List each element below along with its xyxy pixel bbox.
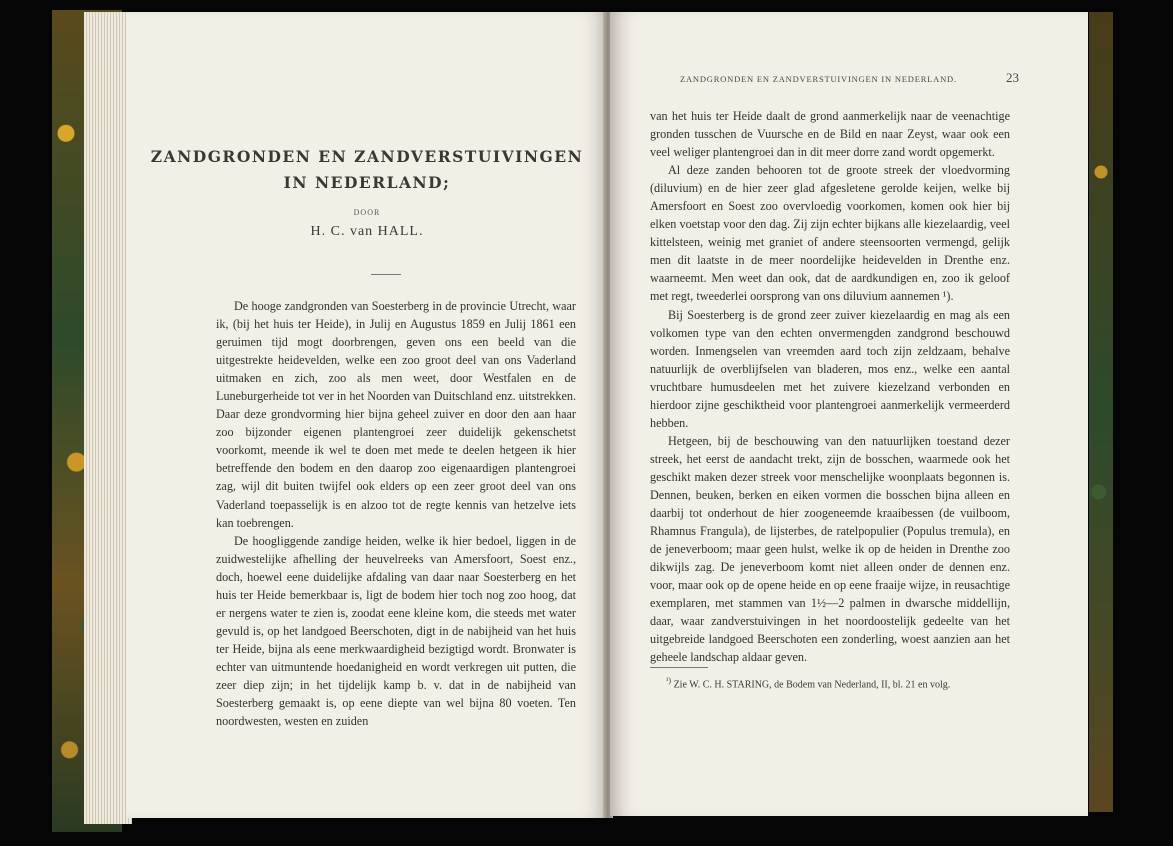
left-body-text — [216, 297, 576, 730]
footnote-marker: ¹) — [666, 676, 672, 685]
divider — [371, 274, 401, 275]
page-edges — [84, 12, 132, 824]
paragraph: Al deze zanden behooren tot de groote streek der vloedvorming (diluvium) en de hier zeer glad afgesletene gerolde keijen, welke bij Amersfoort en Soest zoo overvloedig voorkomen, komen ook hier bij elken voetstap voor den dag. Zij zijn echter bijkans alle kiezelaardig, veel kittelsteen, weinig met graniet of andere steensoorten vermengd, gelijk men dit laatste in de meer noordelijke heidevelden in Drenthe enz. waarneemt. Men weet dan ook, dat de aardkundigen en, zoo ik geloof met regt, tweederlei oorsprong van ons diluvium aannemen ¹). — [650, 163, 1010, 304]
running-head: ZANDGRONDEN EN ZANDVERSTUIVINGEN IN NEDERLAND. — [680, 74, 957, 84]
footnote-divider — [650, 667, 708, 668]
page-number: 23 — [1006, 70, 1019, 85]
title-line-1: ZANDGRONDEN EN ZANDVERSTUIVINGEN — [150, 147, 584, 166]
right-body-text — [650, 107, 1010, 666]
paragraph: De hooge zandgronden van Soesterberg in de provincie Utrecht, waar ik, (bij het huis ter Heide), in Julij en Augustus 1859 en Julij 1861 een geruimen tijd mogt doorbrengen, geven ons een beeld van die uitgestrekte heidevelden, welke een zoo groot deel van ons Vaderland uitmaken en zich, zoo als men weet, door Westfalen en de Luneburgerheide tot ver in het Noorden van Duitschland enz. uitstrekken. Daar deze grondvorming hier bijna geheel zuiver en door den aan haar zoo bijzonder eigenen plantengroei zeer duidelijk gekenschetst voorkomt, meende ik wel te doen met mede te deelen hetgeen ik hier betreffende den bodem en den daarop zoo eigenaardigen plantengroei zag, wijl dit buiten twijfel ook elders op een zeer groot deel van ons Vaderland toepasselijk is en alzoo tot de regte kennis van hetzelve iets kan toebrengen. — [216, 299, 576, 530]
paragraph: Hetgeen, bij de beschouwing van den natuurlijken toestand dezer streek, het eerst de aandacht trekt, zijn de bosschen, waarmede ook het geschikt maken dezer streek voor menschelijke woonplaats begonnen is. Dennen, beuken, berken en eiken vormen die bosschen bijna alleen en daarbij tot onderhout de hier zoogeneemde kraaibessen (de vuilboom, Rhamnus Frangula), de lijsterbes, de ratelpopulier (Populus tremula), en de jeneverboom; maar geen hulst, welke ik op de heiden in Drenthe zoo dikwijls zag. De jeneverboom komt niet alleen onder de dennen enz. voor, maar ook op de opene heide en op eene fraaije wijze, in reusachtige exemplaren, met stammen van 1½—2 palmen in dwarsche middellijn, daar, waar zandverstuivingen in het noordoostelijk gedeelte van het uitgebreide landgoed Beerschoten een zonderling, woest aanzien aan het geheele landschap aldaar geven. — [650, 433, 1010, 665]
paragraph: De hoogliggende zandige heiden, welke ik hier bedoel, liggen in de zuidwestelijke afhelling der heuvelreeks van Amersfoort, Soest enz., doch, hoewel eene duidelijke afdaling van daar naar Soesterberg en het huis ter Heide bemerkbaar is, ligt de bodem hier toch nog zoo hoog, dat er nergens water te zien is, zoodat eene kleine kom, die steeds met water gevuld is, op het landgoed Beerschoten, digt in de nabijheid van het huis ter Heide, bijna als eene merkwaardigheid bezigtigd wordt. Bronwater is echter van uitmuntende hoedanigheid en wordt verkregen uit putten, die zeer diep zijn; in het tijdelijk kamp b. v. dat in de nabijheid van Soesterberg gemaakt is, op eene diepte van wel bijna 80 voeten. Ten noordwesten, westen en zuiden — [216, 533, 576, 729]
author: H. C. van HALL. — [310, 224, 424, 239]
right-page — [610, 12, 1088, 816]
book-cover-right — [1089, 12, 1113, 812]
footnote — [666, 676, 950, 690]
left-page — [126, 12, 608, 818]
paragraph: van het huis ter Heide daalt de grond aanmerkelijk naar de veenachtige gronden tusschen de Vuursche en de Bild en naar Zeyst, waar ook een veel weliger plantengroei dan in dit meer dorre zand wordt opgemerkt. — [650, 109, 1010, 160]
title-line-2: IN NEDERLAND; — [283, 173, 451, 192]
footnote-text: Zie W. C. H. STARING, de Bodem van Nederland, II, bl. 21 en volg. — [673, 679, 951, 691]
paragraph: Bij Soesterberg is de grond zeer zuiver kiezelaardig en mag als een volkomen type van den echten onvermengden zandgrond beschouwd worden. Inmengselen van vreemden aard toch zijn zeldzaam, behalve natuurlijk de overblijfselen van bladeren, mos enz., welke een aantal vruchtbare humusdeelen met het zuivere kiezelzand verbonden en hierdoor zijne geschiktheid voor plantengroei aanmerkelijk vermeerderd hebben. — [650, 307, 1010, 430]
byline: DOOR — [353, 208, 381, 217]
